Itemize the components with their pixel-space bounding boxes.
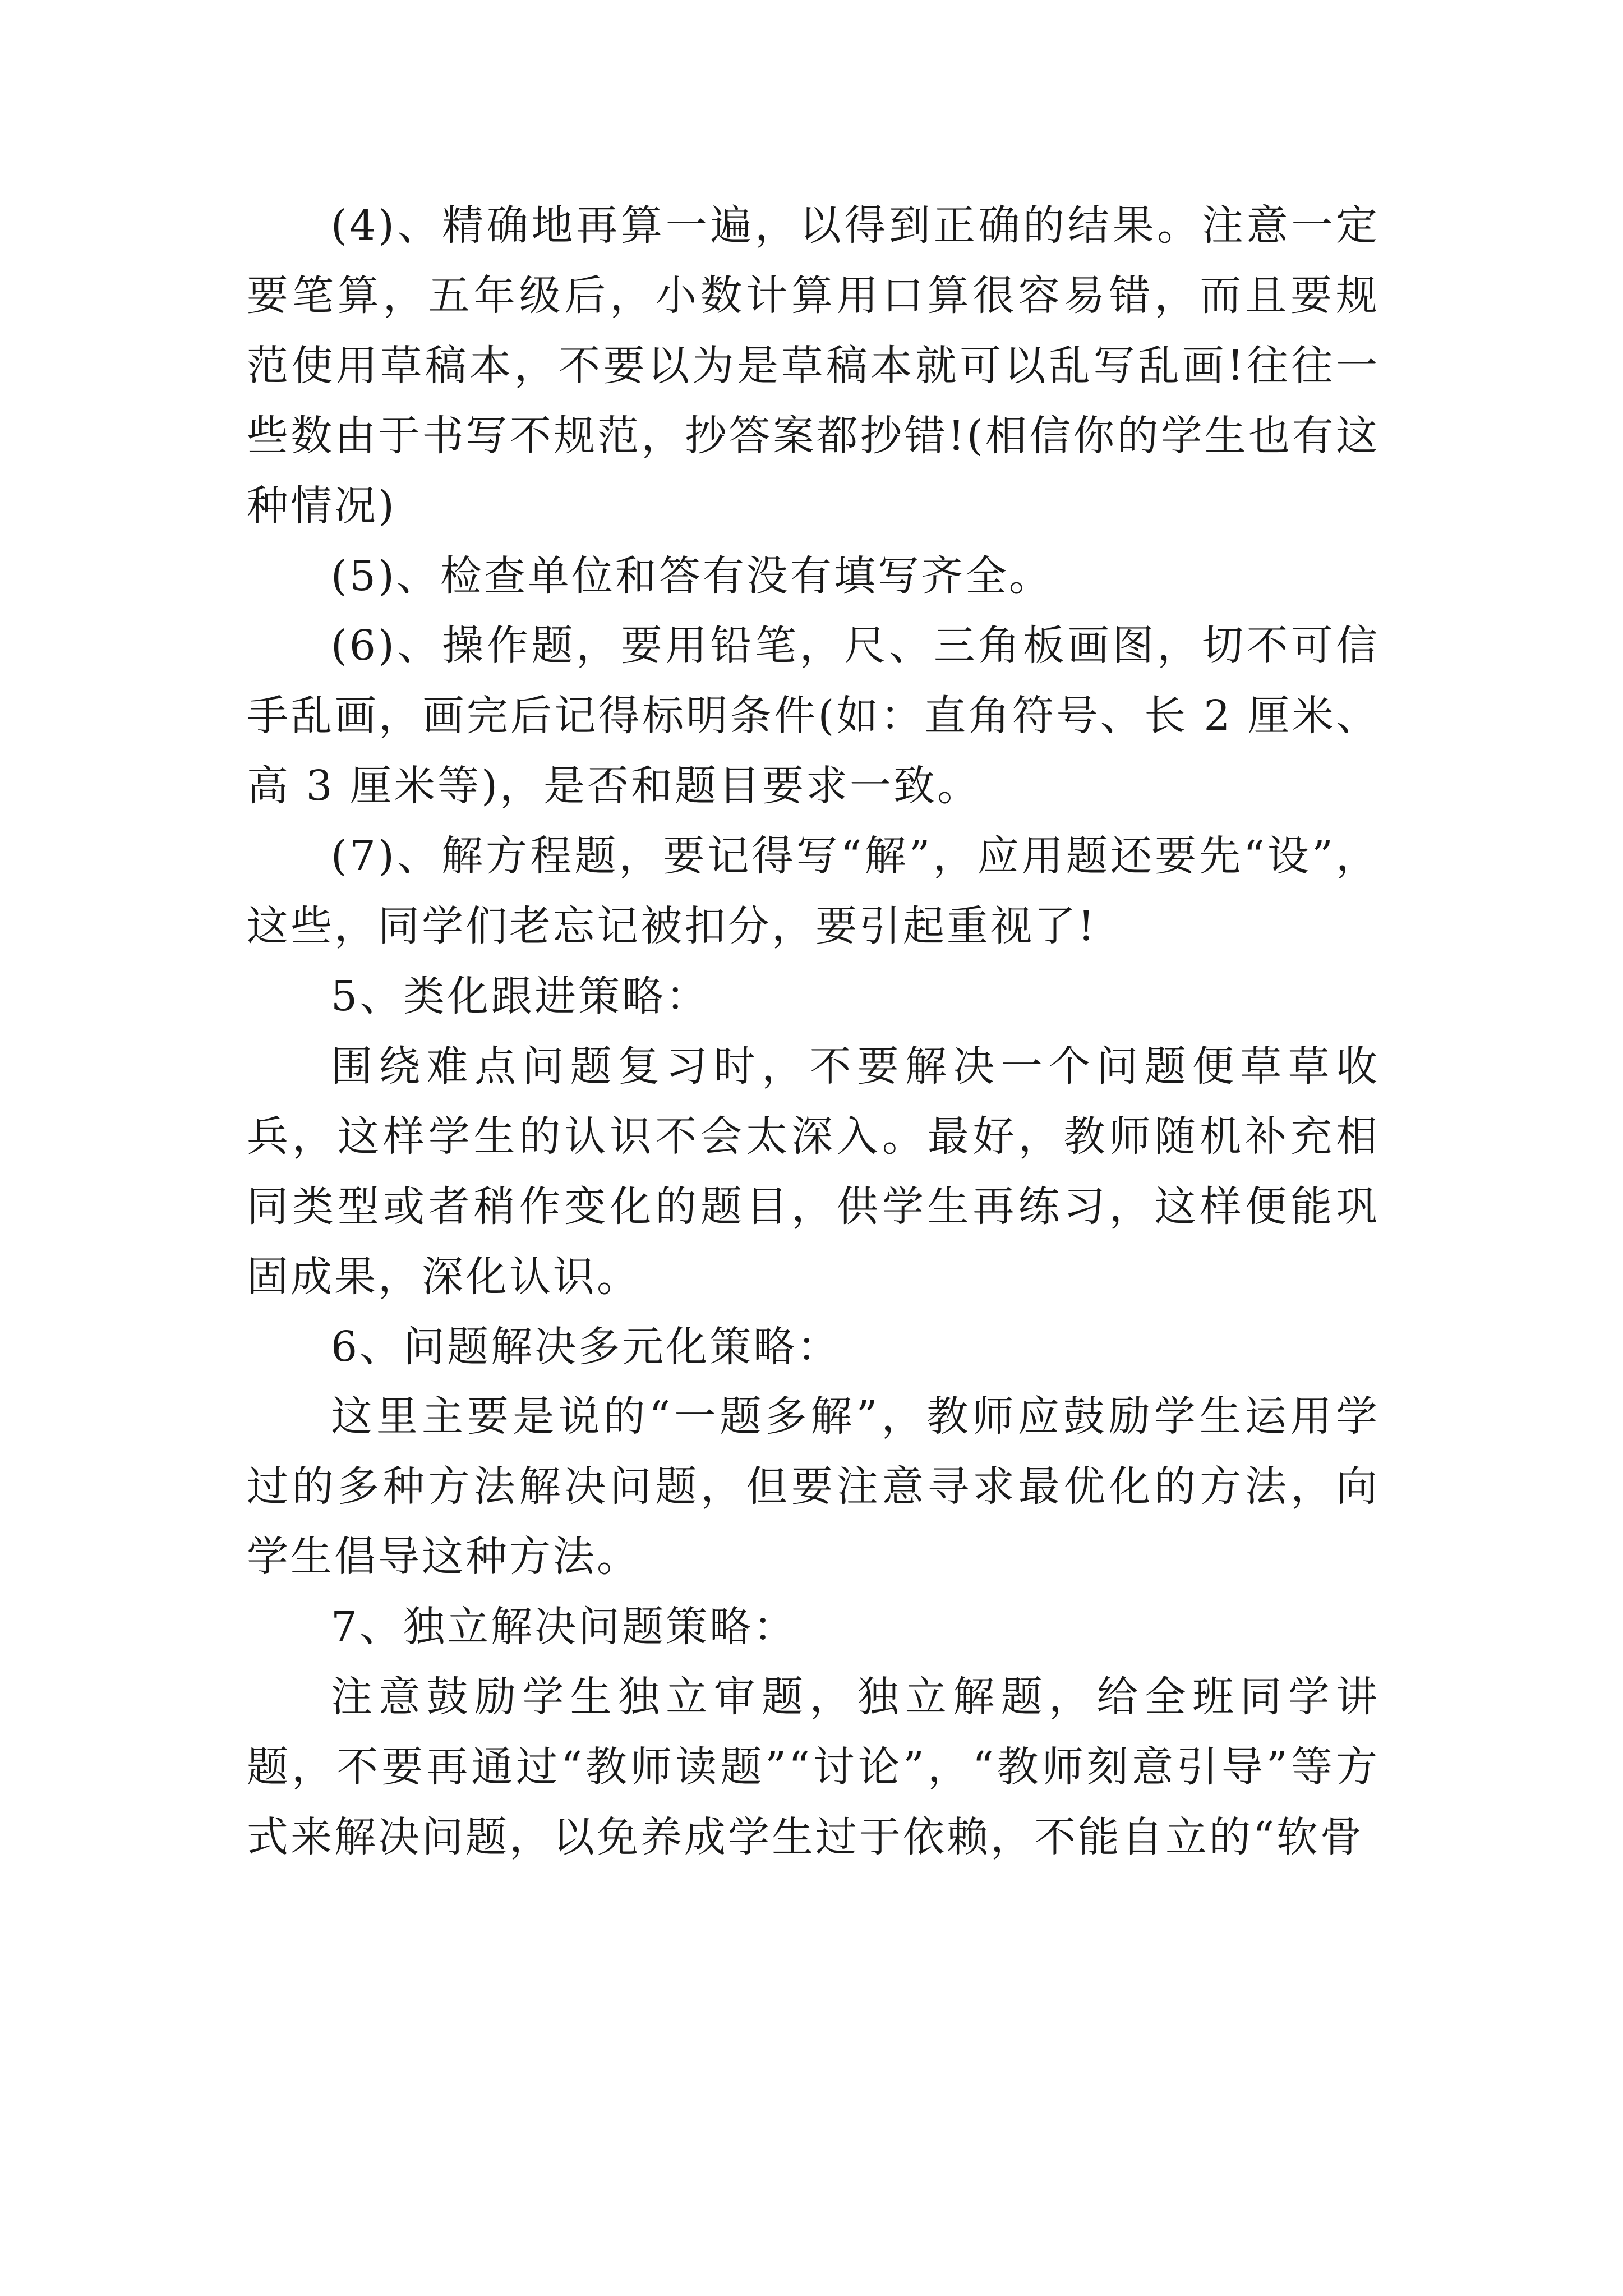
paragraph-step-5: (5)、检查单位和答有没有填写齐全。 [331,551,1053,600]
paragraph-step-6: (6)、操作题，要用铅笔，尺、三角板画图，切不可信手乱画，画完后记得标明条件(如：直角符号、长 2 厘米、高 3 厘米等)，是否和题目要求一致。 [247,622,1380,811]
paragraph-strategy-5: 围绕难点问题复习时，不要解决一个问题便草草收兵，这样学生的认识不会太深入。最好，教师随机补充相同类型或者稍作变化的题目，供学生再练习，这样便能巩固成果，深化认识。 [247,1042,1380,1301]
paragraph-step-4: (4)、精确地再算一遍，以得到正确的结果。注意一定要笔算，五年级后，小数计算用口算很容易错，而且要规范使用草稿本，不要以为是草稿本就可以乱写乱画!往往一些数由于书写不规范，抄答案都抄错!(相信你的学生也有这种情况) [247,201,1380,530]
heading-strategy-5: 5、类化跟进策略： [331,972,710,1020]
heading-strategy-6: 6、问题解决多元化策略： [331,1322,841,1371]
body-text [247,191,1380,1872]
paragraph-strategy-7: 注意鼓励学生独立审题，独立解题，给全班同学讲题，不要再通过“教师读题”“讨论”，“教师刻意引导”等方式来解决问题，以免养成学生过于依赖，不能自立的“软骨 [247,1673,1380,1861]
paragraph-strategy-6: 这里主要是说的“一题多解”，教师应鼓励学生运用学过的多种方法解决问题，但要注意寻求最优化的方法，向学生倡导这种方法。 [247,1392,1380,1581]
heading-strategy-7: 7、独立解决问题策略： [331,1603,797,1651]
paragraph-step-7: (7)、解方程题，要记得写“解”，应用题还要先“设”，这些，同学们老忘记被扣分，要引起重视了! [247,832,1380,951]
